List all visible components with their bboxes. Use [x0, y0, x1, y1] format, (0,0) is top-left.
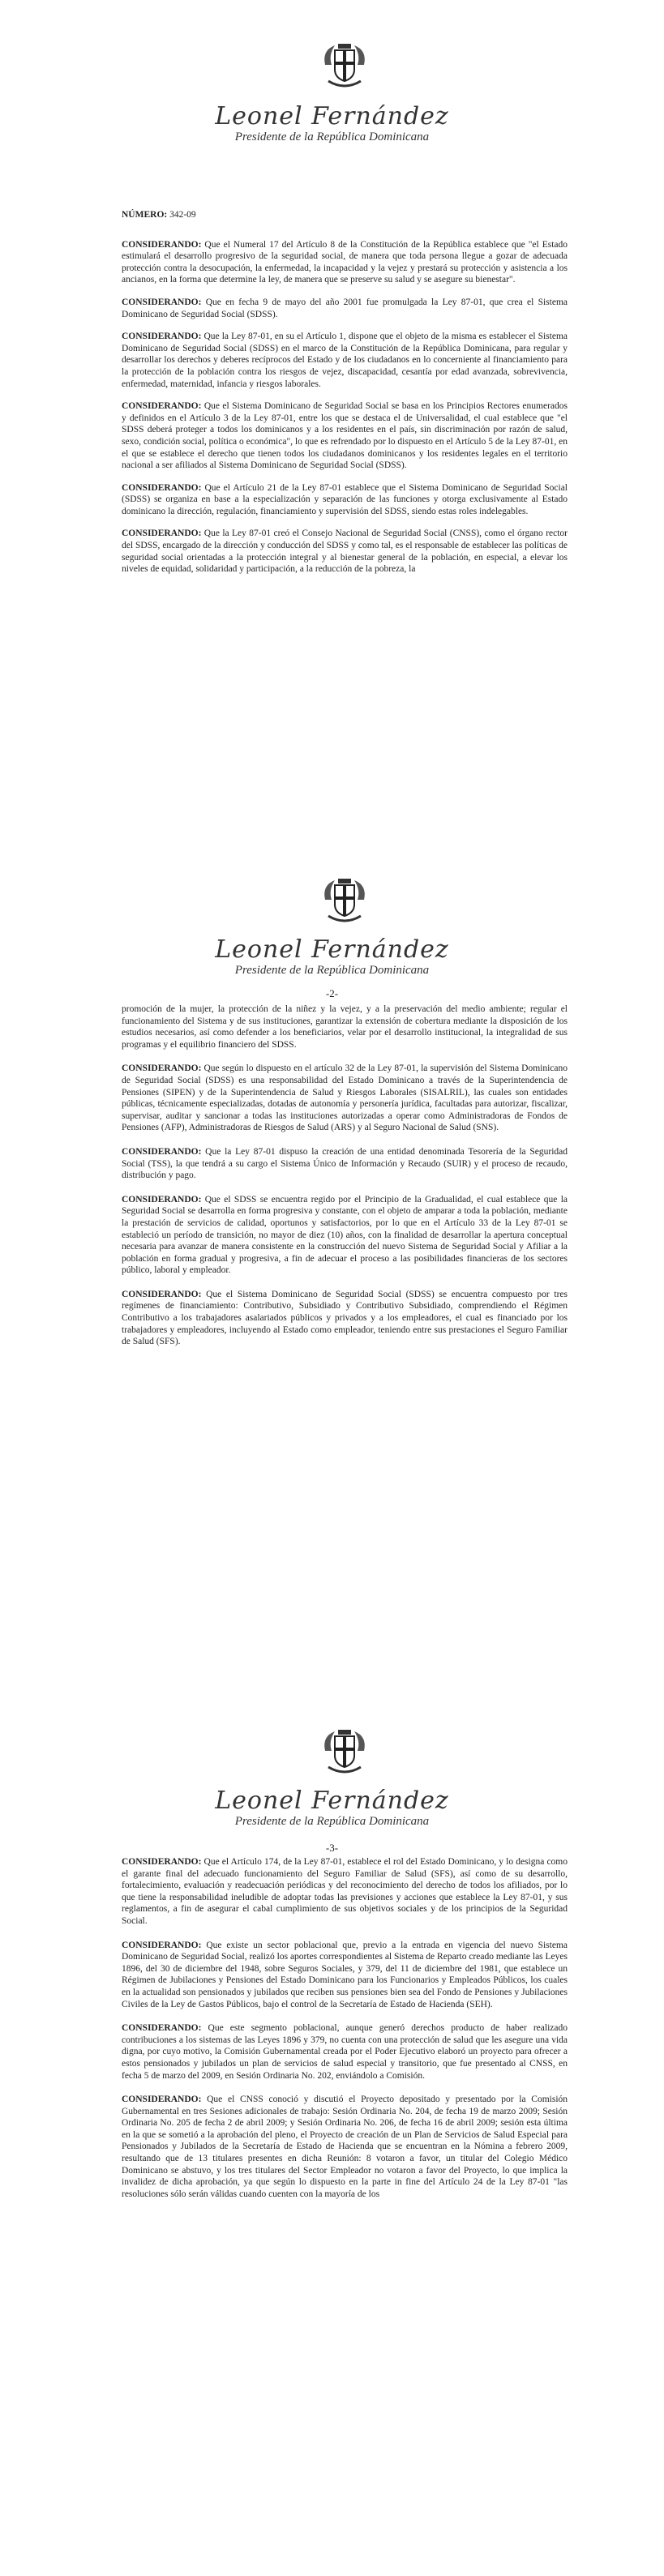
paragraph-text: Que en fecha 9 de mayo del año 2001 fue promulgada la Ley 87-01, que crea el Sistema Dominicano de Seguridad Social (SDSS). — [122, 297, 568, 319]
paragraph-text: Que el Artículo 174, de la Ley 87-01, establece el rol del Estado Dominicano, y lo designa como el garante final del adecuado funcionamiento del Seguro Familiar de Salud (SFS), así como de su desarrollo, fortalecimiento, evaluación y readecuación periódicas y del reconocimiento del derecho de todos los afiliados, por lo que tiene la responsabilidad ineludible de adoptar todas las previsiones y acciones que establece la Ley 87-01, y sus reglamentos, a fin de asegurar el cabal cumplimiento de sus objetivos sociales y de los principios de la Seguridad Social. — [122, 1857, 568, 1926]
coat-of-arms-icon — [320, 1727, 369, 1778]
decree-number-label: NÚMERO: — [122, 210, 168, 220]
considerando-paragraph — [122, 400, 568, 472]
paragraph-lead: CONSIDERANDO: — [122, 1940, 202, 1950]
signature-header — [0, 1788, 664, 1829]
signature-header — [0, 104, 664, 144]
decree-number-value: 342-09 — [169, 210, 196, 220]
considerando-paragraph — [122, 1289, 568, 1348]
page-number: -2- — [325, 987, 339, 999]
coat-of-arms-icon — [320, 875, 369, 927]
paragraph-text: promoción de la mujer, la protección de la niñez y la vejez, y a la preservación del medio ambiente; regular el funcionamiento del Sistema y de sus instituciones, garantizar la extensión de cobertura mediante la disposición de los estudios necesarios, así como defender a los beneficiarios, velar por el desarrollo institucional, la integralidad de sus programas y el equilibrio financiero del SDSS. — [122, 1004, 568, 1050]
document-page-1 — [0, 0, 664, 851]
paragraph-lead: CONSIDERANDO: — [122, 1194, 202, 1205]
paragraph-text: Que el CNSS conoció y discutió el Proyecto depositado y presentado por la Comisión Gubernamental en tres Sesiones adicionales de trabajo: Sesión Ordinaria No. 204, de fecha 19 de marzo 2009; Sesión Ordinaria No. 205 de fecha 2 de abril 2009; y Sesión Ordinaria No. 206, de fecha 16 de abril 2009; sesión esta última en la que se sometió a la aprobación del pleno, el Proyecto de creación de un Plan de Servicios de Salud Especial para Pensionados y Jubilados de la Secretaría de Estado de Hacienda que se encuentran en la Nómina a febrero 2009, resultando que de 13 titulares presentes en dicha Reunión: 8 votaron a favor, un titular del Colegio Médico Dominicano se abstuvo, y los tres titulares del Sector Empleador no votaron a favor del Proyecto, lo que implica la invalidez de dicha aprobación, ya que según lo dispuesto en la parte in fine del Artículo 24 de la Ley 87-01 "las resoluciones sólo serán válidas cuando cuenten con la mayoría de los — [122, 2095, 568, 2199]
paragraph-text: Que según lo dispuesto en el artículo 32 de la Ley 87-01, la supervisión del Sistema Dominicano de Seguridad Social (SDSS) es una responsabilidad del Estado Dominicano a través de la Superintendencia de Pensiones (SIPEN) y de la Superintendencia de Salud y Riesgos Laborales (SISALRIL), las cuales son entidades públicas, técnicamente especializadas, dotadas de autonomía y personería jurídica, facultadas para autorizar, fiscalizar, supervisar, auditar y sancionar a todas las instituciones autorizadas a operar como Administradoras de Fondos de Pensiones (AFP), Administradoras de Riesgos de Salud (ARS) y al Seguro Nacional de Salud (SNS). — [122, 1063, 568, 1133]
document-page-3 — [0, 1710, 664, 2576]
paragraph-lead: CONSIDERANDO: — [122, 1146, 202, 1157]
paragraph-lead: CONSIDERANDO: — [122, 1289, 202, 1299]
paragraph-lead: CONSIDERANDO: — [122, 332, 202, 342]
continuation-paragraph — [122, 1003, 568, 1051]
signature-name: Leonel Fernández — [215, 102, 449, 131]
signature-title: Presidente de la República Dominicana — [234, 964, 430, 977]
paragraph-lead: CONSIDERANDO: — [122, 239, 202, 250]
considerando-paragraph — [122, 331, 568, 390]
paragraph-lead: CONSIDERANDO: — [122, 1857, 202, 1867]
considerando-paragraph — [122, 1194, 568, 1277]
considerando-paragraph — [122, 1856, 568, 1928]
paragraph-text: Que este segmento poblacional, aunque generó derechos producto de haber realizado contribuciones a los sistemas de las Leyes 1896 y 379, no cuenta con una protección de salud que les asegure una vida digna, por cuyo motivo, la Comisión Gubernamental creada por el Poder Ejecutivo elaboró un proyecto para ofrecer a estos pensionados y jubilados un plan de servicios de salud especial y transitorio, que fue presentado al CNSS, en fecha 5 de marzo del 2009, en Sesión Ordinaria No. 202, enviándolo a Comisión. — [122, 2023, 568, 2081]
paragraph-lead: CONSIDERANDO: — [122, 297, 202, 307]
considerando-paragraph — [122, 528, 568, 575]
considerando-paragraph — [122, 239, 568, 286]
paragraph-text: Que el Sistema Dominicano de Seguridad Social se basa en los Principios Rectores enumerados y definidos en el Artículo 3 de la Ley 87-01, entre los que se destaca el de Universalidad, el cual establece que "el SDSS deberá proteger a todos los dominicanos y a los residentes en el país, sin discriminación por razón de salud, sexo, condición social, política o económica", lo que es refrendado por lo dispuesto en el Artículo 5 de la Ley 87-01, en el que se establece el derecho que tienen todos los ciudadanos dominicanos y los residentes legales en el territorio nacional a ser afiliados al Sistema Dominicano de Seguridad Social (SDSS). — [122, 401, 568, 471]
considerando-paragraph — [122, 2022, 568, 2082]
paragraph-lead: CONSIDERANDO: — [122, 2095, 202, 2105]
document-body — [122, 1003, 568, 1360]
paragraph-lead: CONSIDERANDO: — [122, 401, 202, 412]
considerando-paragraph — [122, 1063, 568, 1134]
document-body — [122, 1856, 568, 2212]
considerando-paragraph — [122, 1146, 568, 1182]
signature-name: Leonel Fernández — [215, 935, 449, 964]
signature-title: Presidente de la República Dominicana — [234, 1815, 430, 1828]
paragraph-text: Que el Artículo 21 de la Ley 87-01 establece que el Sistema Dominicano de Seguridad Social (SDSS) se organiza en base a la especialización y separación de las funciones y otorga exclusivamente al Estado dominicano la dirección, regulación, financiamiento y supervisión del SDSS, siendo estas roles indelegables. — [122, 482, 568, 516]
paragraph-text: Que el SDSS se encuentra regido por el Principio de la Gradualidad, el cual establece que la Seguridad Social se desarrolla en forma progresiva y constante, con el objeto de amparar a toda la población, mediante la prestación de servicios de calidad, oportunos y satisfactorios, por lo que en el Artículo 33 de la Ley 87-01 se estableció un período de transición, no mayor de diez (10) años, con la finalidad de desarrollar la apertura conceptual necesaria para avanzar de manera consistente en la construcción del nuevo Sistema de Seguridad Social y Afiliar a la población en forma gradual y progresiva, a fin de adecuar el proceso a las posibilidades financieras de los sectores público, laboral y empleador. — [122, 1194, 568, 1276]
paragraph-text: Que el Sistema Dominicano de Seguridad Social (SDSS) se encuentra compuesto por tres regímenes de financiamiento: Contributivo, Subsidiado y Contributivo Subsidiado, comprendiendo el Régimen Contributivo a los trabajadores asalariados públicos y privados y a los empleadores, el cual es financiado por los trabajadores y empleadores, incluyendo al Estado como empleador, teniendo entre sus prestaciones el Seguro Familiar de Salud (SFS). — [122, 1289, 568, 1347]
paragraph-text: Que la Ley 87-01, en su el Artículo 1, dispone que el objeto de la misma es establecer el Sistema Dominicano de Seguridad Social (SDSS) en el marco de la Constitución de la República Dominicana, para regular y desarrollar los derechos y deberes recíprocos del Estado y de los ciudadanos en lo concerniente al financiamiento para la protección de la población contra los riesgos de vejez, discapacidad, cesantía por edad avanzada, sobrevivencia, enfermedad, maternidad, infancia y riesgos laborales. — [122, 332, 568, 389]
coat-of-arms-icon — [320, 41, 369, 92]
considerando-paragraph — [122, 2094, 568, 2200]
document-body — [122, 209, 568, 586]
signature-name: Leonel Fernández — [215, 1787, 449, 1815]
decree-number — [122, 209, 568, 221]
considerando-paragraph — [122, 482, 568, 518]
paragraph-lead: CONSIDERANDO: — [122, 528, 202, 539]
page-number: -3- — [325, 1842, 339, 1854]
paragraph-text: Que existe un sector poblacional que, previo a la entrada en vigencia del nuevo Sistema Dominicano de Seguridad Social, realizó los aportes correspondientes al Sistema de Reparto creado mediante las Leyes 1896, del 30 de diciembre del 1948, sobre Seguros Sociales, y 379, del 11 de diciembre del 1981, que establece un Régimen de Jubilaciones y Pensiones del Estado Dominicano para los Funcionarios y Empleados Públicos, los cuales en la actualidad son pensionados y jubilados que reciben sus pensiones bien sea del Fondo de Pensiones y Jubilaciones Civiles de la Ley de Gastos Públicos, bajo el control de la Secretaría de Estado de Hacienda (SEH). — [122, 1940, 568, 2009]
paragraph-text: Que la Ley 87-01 creó el Consejo Nacional de Seguridad Social (CNSS), como el órgano rector del SDSS, encargado de la dirección y conducción del SDSS y como tal, es el responsable de establecer las políticas de seguridad social orientadas a la protección integral y al bienestar general de la población, en especial, a elevar los niveles de equidad, solidaridad y participación, a la reducción de la pobreza, la — [122, 528, 568, 575]
document-page-2 — [0, 851, 664, 1710]
considerando-paragraph — [122, 1940, 568, 2011]
signature-title: Presidente de la República Dominicana — [234, 131, 430, 143]
paragraph-lead: CONSIDERANDO: — [122, 1063, 202, 1074]
signature-header — [0, 937, 664, 978]
paragraph-lead: CONSIDERANDO: — [122, 482, 202, 493]
paragraph-lead: CONSIDERANDO: — [122, 2023, 202, 2034]
paragraph-text: Que el Numeral 17 del Artículo 8 de la Constitución de la República establece que "el Estado estimulará el desarrollo progresivo de la seguridad social, de manera que toda persona llegue a gozar de adecuada protección contra la desocupación, la enfermedad, la incapacidad y la vejez y prestará su protección y asistencia a los ancianos, en la forma que determine la ley, de manera que se preserve su salud y se asegure su bienestar". — [122, 239, 568, 285]
considerando-paragraph — [122, 297, 568, 320]
paragraph-text: Que la Ley 87-01 dispuso la creación de una entidad denominada Tesorería de la Seguridad Social (TSS), la que tendrá a su cargo el Sistema Único de Información y Recaudo (SUIR) y el proceso de recaudo, distribución y pago. — [122, 1146, 568, 1181]
